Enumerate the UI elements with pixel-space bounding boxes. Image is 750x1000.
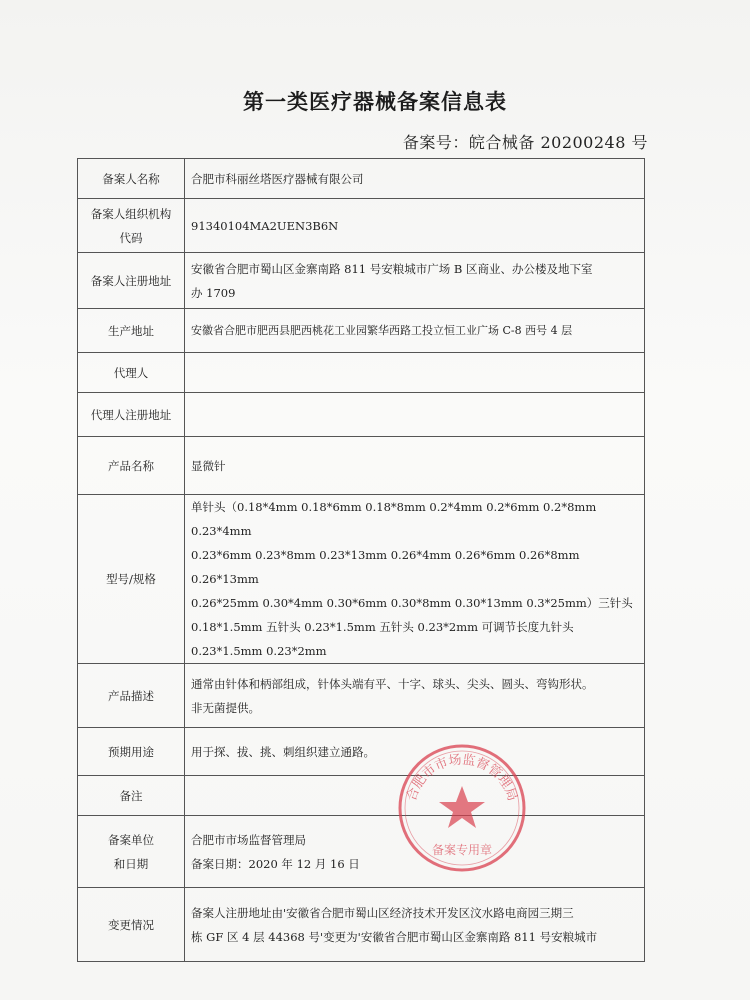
row-label-line: 备案单位 <box>108 832 154 847</box>
table-row <box>78 393 645 437</box>
row-value <box>185 353 645 393</box>
row-label: 产品名称 <box>78 437 185 495</box>
row-value-line: 0.26*25mm 0.30*4mm 0.30*6mm 0.30*8mm 0.30*13mm 0.3*25mm）三针头 <box>191 596 633 610</box>
row-value-line: 备案人注册地址由'安徽省合肥市蜀山区经济技术开发区汶水路电商园三期三 <box>191 905 574 920</box>
row-value-line: 非无菌提供。 <box>191 700 260 715</box>
row-value <box>185 816 645 888</box>
row-value-line: 安徽省合肥市蜀山区金寨南路 811 号安粮城市广场 B 区商业、办公楼及地下室 <box>191 261 593 276</box>
row-value <box>185 776 645 816</box>
row-label: 备注 <box>78 776 185 816</box>
document-title: 第一类医疗器械备案信息表 <box>243 90 507 114</box>
row-value: 91340104MA2UEN3B6N <box>185 199 645 253</box>
seal-sub-text: 备案专用章 <box>431 843 493 857</box>
row-label: 产品描述 <box>78 664 185 728</box>
table-row <box>78 199 645 253</box>
table-row <box>78 888 645 962</box>
row-label <box>78 199 185 253</box>
row-label: 变更情况 <box>78 888 185 962</box>
row-value <box>185 253 645 309</box>
row-value-line: 栋 GF 区 4 层 44368 号'变更为'安徽省合肥市蜀山区金寨南路 811 号安粮城市 <box>191 929 598 944</box>
row-label: 生产地址 <box>78 309 185 353</box>
row-label: 代理人 <box>78 353 185 393</box>
table-row <box>78 437 645 495</box>
row-value-line: 0.23*6mm 0.23*8mm 0.23*13mm 0.26*4mm 0.26*6mm 0.26*8mm 0.26*13mm <box>191 548 580 586</box>
filing-authority: 合肥市市场监督管理局 <box>191 832 306 847</box>
row-label-line: 代码 <box>119 230 143 245</box>
table-row <box>78 776 645 816</box>
row-value <box>185 495 645 664</box>
table-row <box>78 253 645 309</box>
row-value-line: 0.23*1.5mm 0.23*2mm <box>191 644 327 658</box>
row-value: 安徽省合肥市肥西县肥西桃花工业园繁华西路工投立恒工业广场 C-8 西号 4 层 <box>185 309 645 353</box>
row-value: 用于探、拔、挑、刺组织建立通路。 <box>185 728 645 776</box>
table-row <box>78 309 645 353</box>
row-label: 预期用途 <box>78 728 185 776</box>
row-value-line: 单针头（0.18*4mm 0.18*6mm 0.18*8mm 0.2*4mm 0.2*6mm 0.2*8mm 0.23*4mm <box>191 500 597 538</box>
row-value: 显微针 <box>185 437 645 495</box>
row-value-line: 通常由针体和柄部组成，针体头端有平、十字、球头、尖头、圆头、弯钩形状。 <box>191 676 594 691</box>
row-label: 型号/规格 <box>78 495 185 664</box>
row-value <box>185 393 645 437</box>
row-label-line: 备案人组织机构 <box>90 206 172 221</box>
record-info-table <box>77 158 645 962</box>
filing-date: 备案日期：2020 年 12 月 16 日 <box>191 856 360 871</box>
table-row <box>78 353 645 393</box>
table-row <box>78 728 645 776</box>
row-value <box>185 664 645 728</box>
table-row <box>78 664 645 728</box>
table-row <box>78 816 645 888</box>
table-row <box>78 159 645 199</box>
row-label: 代理人注册地址 <box>78 393 185 437</box>
row-label-line: 和日期 <box>113 856 149 871</box>
row-label: 备案人注册地址 <box>78 253 185 309</box>
row-value: 合肥市科丽丝塔医疗器械有限公司 <box>185 159 645 199</box>
row-value-line: 办 1709 <box>191 285 236 300</box>
row-label <box>78 816 185 888</box>
record-number: 备案号：皖合械备 20200248 号 <box>402 133 648 152</box>
row-value-line: 0.18*1.5mm 五针头 0.23*1.5mm 五针头 0.23*2mm 可调节长度九针头 <box>191 620 574 634</box>
table-row <box>78 495 645 664</box>
seal-arc-text: 合肥市市场监督管理局 <box>404 752 520 804</box>
row-label: 备案人名称 <box>78 159 185 199</box>
row-value <box>185 888 645 962</box>
